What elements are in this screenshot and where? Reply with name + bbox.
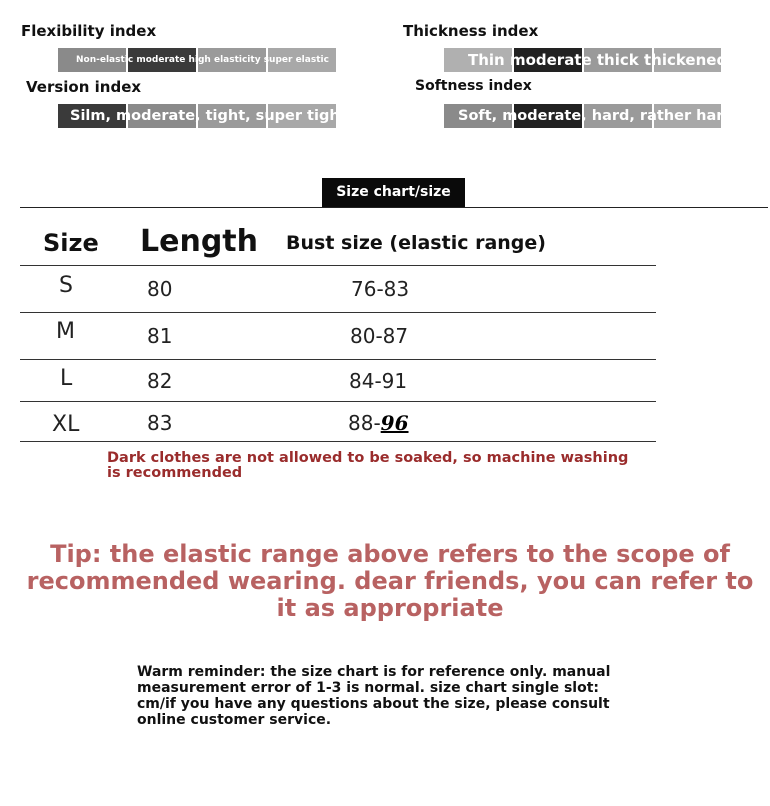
row-xl-size: XL [52,412,80,437]
softness-index-scale [444,104,734,128]
row-l-length: 82 [147,369,173,393]
warm-reminder: Warm reminder: the size chart is for reference only. manual measurement error of 1-3 is normal. size chart single slot: cm/if you have any questions about the size, please consult online customer service. [137,664,611,728]
row-line [20,401,656,402]
row-m-size: M [56,319,75,344]
row-xl-bust-handwritten: 96 [380,411,409,435]
thickness-index-scale [444,48,728,72]
header-bust: Bust size (elastic range) [286,232,546,254]
row-m-bust: 80-87 [350,324,409,348]
flexibility-index-title: Flexibility index [21,22,157,40]
version-index-title: Version index [26,78,142,96]
row-xl-bust-prefix: 88- [348,411,381,435]
row-l-bust: 84-91 [349,369,408,393]
row-s-size: S [59,273,73,298]
version-index-scale [58,104,347,128]
flexibility-index-scale [58,48,338,72]
header-length: Length [140,224,258,259]
row-m-length: 81 [147,324,173,348]
thickness-index-options: Thin moderate thick thickened [468,51,728,69]
tab-divider [20,207,768,208]
header-size: Size [43,229,99,257]
row-line [20,312,656,313]
row-line [20,265,656,266]
row-line [20,441,656,442]
row-xl-length: 83 [147,411,173,435]
tip-note: Tip: the elastic range above refers to the scope of recommended wearing. dear friends, you can refer to it as appropriate [26,540,754,622]
row-xl-bust [348,411,409,435]
thickness-index-title: Thickness index [403,22,539,40]
row-line [20,359,656,360]
softness-index-options: Soft, moderate, hard, rather hard [458,108,734,124]
row-s-bust: 76-83 [351,277,410,301]
flexibility-index-options: Non-elastic moderate high elasticity super elastic [76,55,329,65]
row-l-size: L [60,366,73,391]
size-chart-tab: Size chart/size [322,178,465,207]
wash-note: Dark clothes are not allowed to be soaked, so machine washing is recommended [107,450,629,481]
row-s-length: 80 [147,277,173,301]
softness-index-title: Softness index [415,78,532,94]
version-index-options: Silm, moderate, tight, super tight [70,108,347,124]
